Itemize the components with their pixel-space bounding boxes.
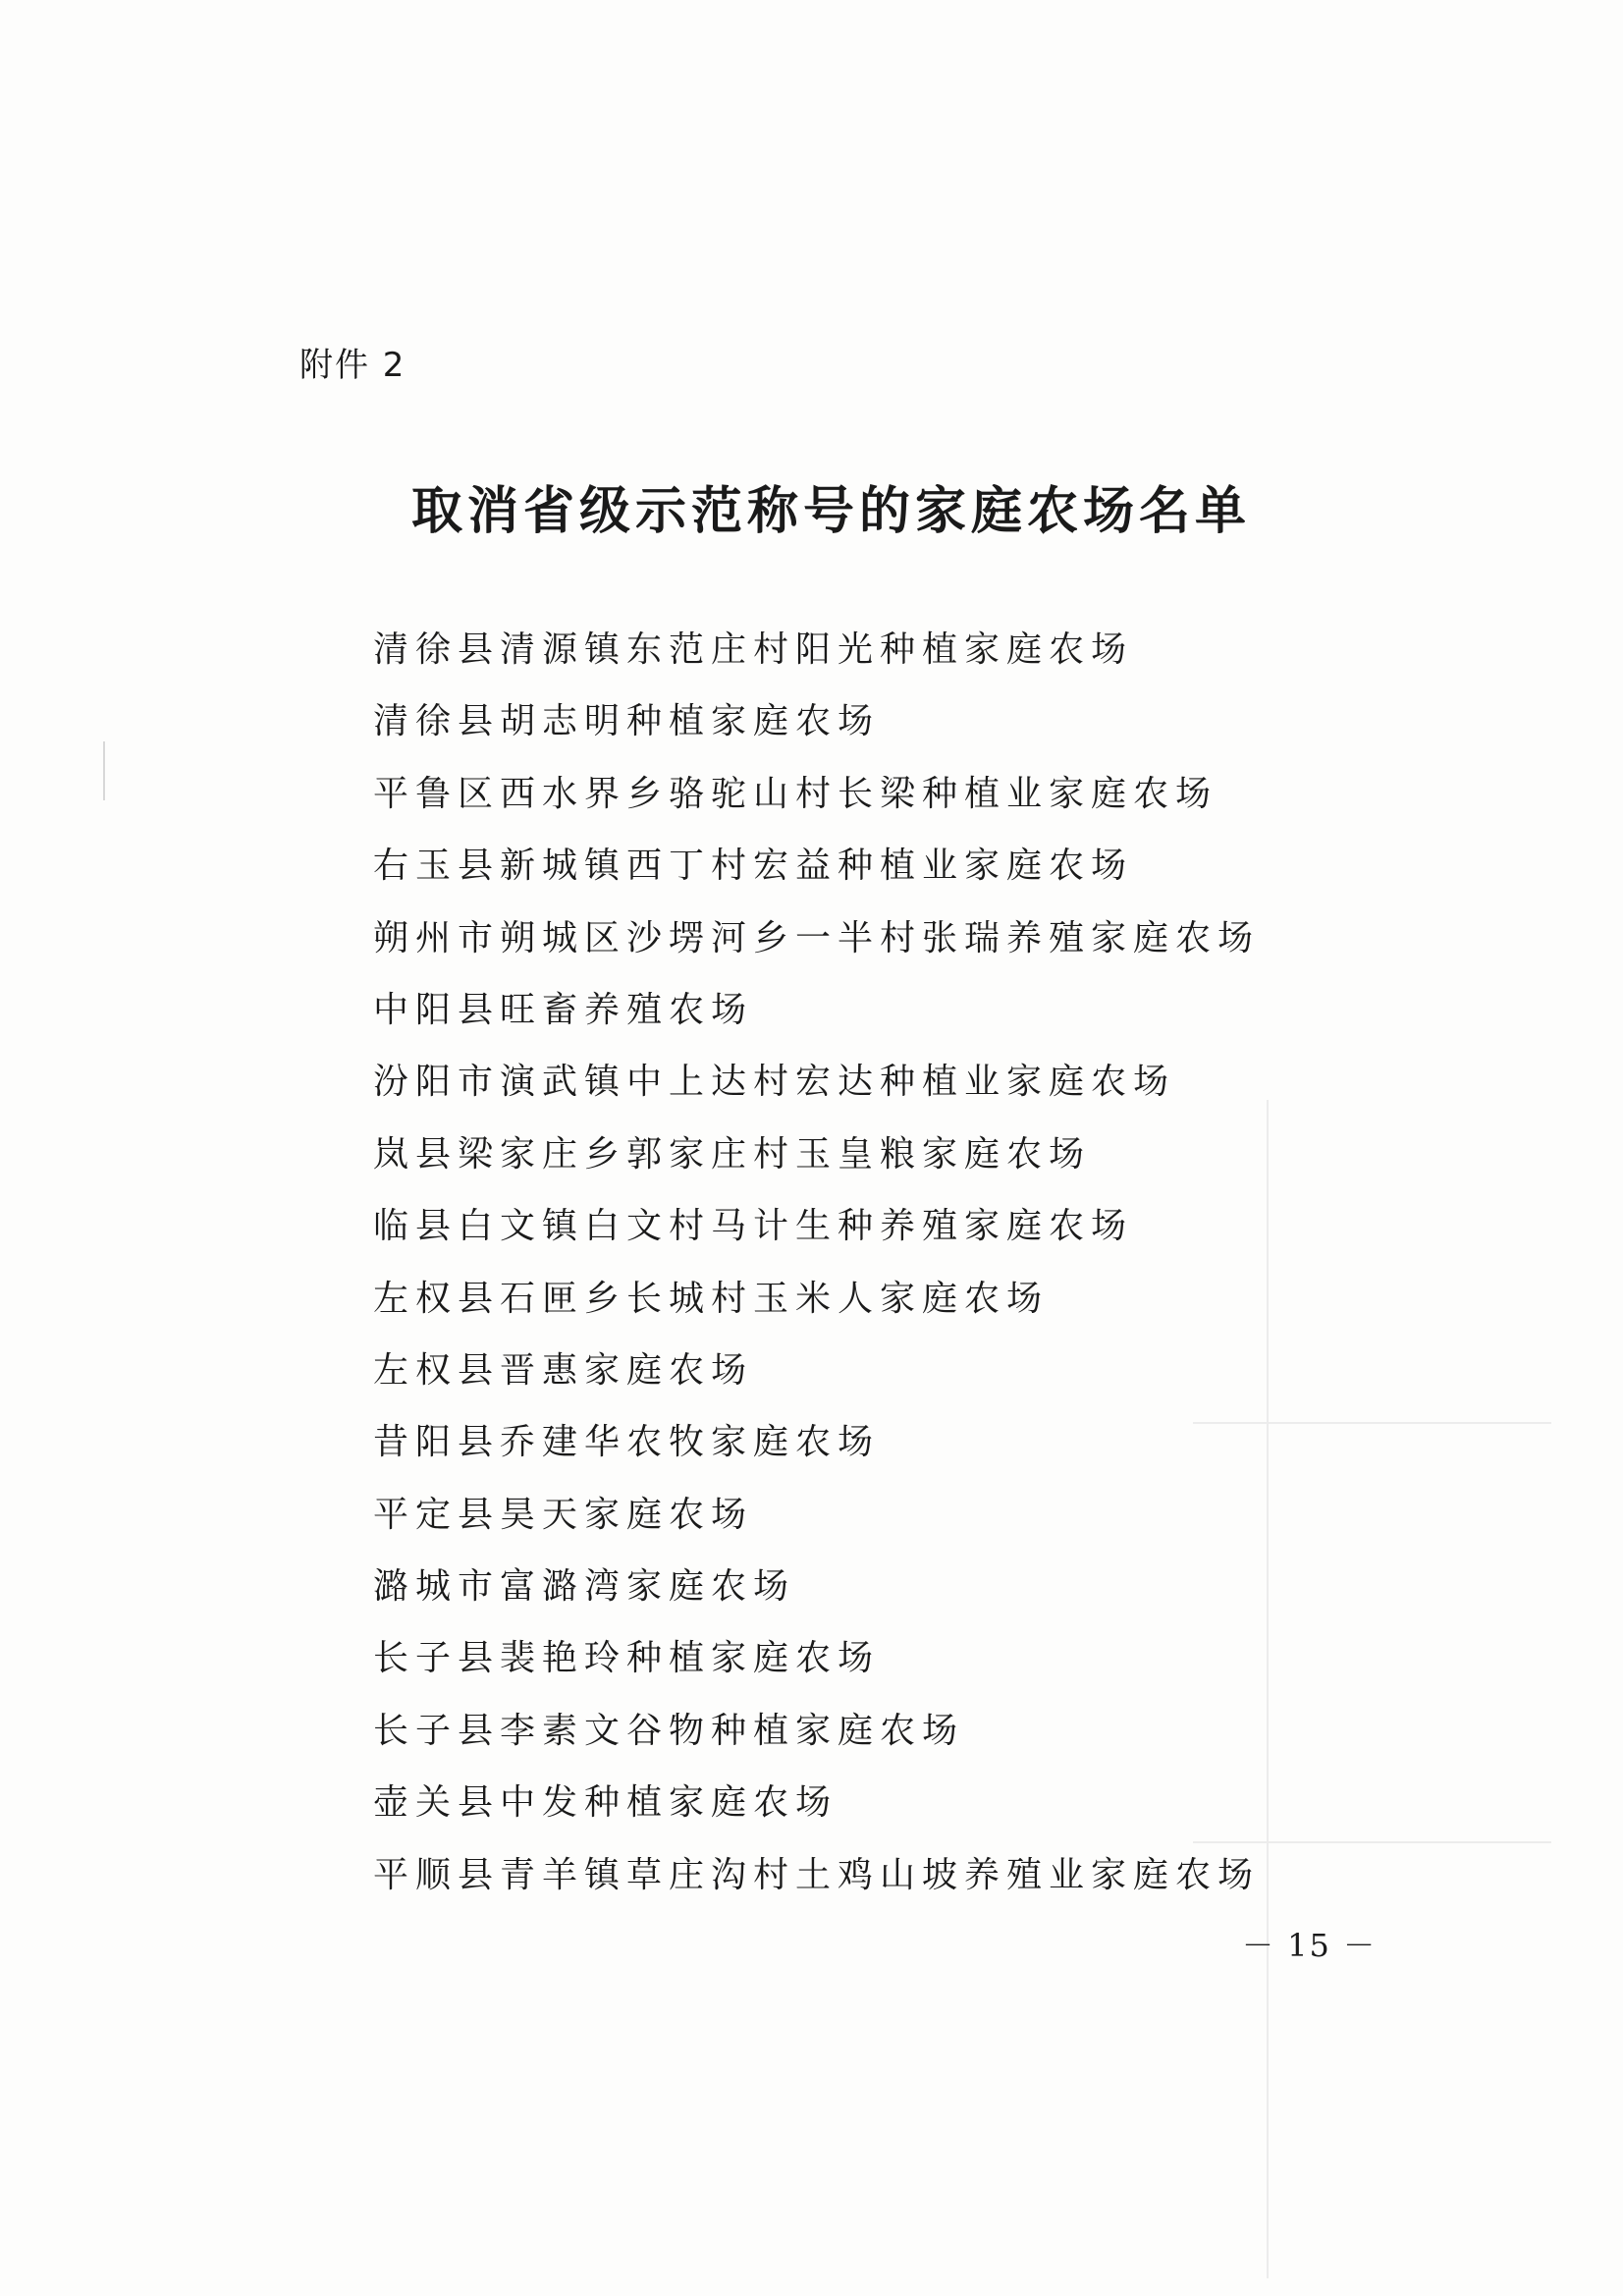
list-item: 平顺县青羊镇草庄沟村土鸡山坡养殖业家庭农场: [373, 1854, 1261, 1895]
annex-label: 附件 2: [299, 346, 406, 385]
list-item: 朔州市朔城区沙塄河乡一半村张瑞养殖家庭农场: [373, 917, 1261, 958]
list-item: 临县白文镇白文村马计生种养殖家庭农场: [373, 1206, 1134, 1247]
page-number: － 15 －: [1242, 1927, 1378, 1964]
list-item: 右玉县新城镇西丁村宏益种植业家庭农场: [373, 846, 1134, 887]
list-item: 潞城市富潞湾家庭农场: [373, 1566, 796, 1608]
list-item: 壶关县中发种植家庭农场: [373, 1782, 839, 1824]
scan-artifact-mark: [103, 741, 105, 800]
list-item: 昔阳县乔建华农牧家庭农场: [373, 1422, 881, 1463]
list-item: 汾阳市演武镇中上达村宏达种植业家庭农场: [373, 1062, 1176, 1103]
list-item: 长子县李素文谷物种植家庭农场: [373, 1710, 965, 1751]
farm-list: [373, 621, 1260, 1918]
list-item: 清徐县胡志明种植家庭农场: [373, 701, 881, 742]
document-title: 取消省级示范称号的家庭农场名单: [410, 481, 1251, 541]
list-item: 左权县石匣乡长城村玉米人家庭农场: [373, 1278, 1050, 1319]
list-item: 长子县裴艳玲种植家庭农场: [373, 1638, 881, 1679]
list-item: 左权县晋惠家庭农场: [373, 1349, 754, 1391]
list-item: 中阳县旺畜养殖农场: [373, 989, 754, 1030]
list-item: 平定县昊天家庭农场: [373, 1494, 754, 1535]
list-item: 清徐县清源镇东范庄村阳光种植家庭农场: [373, 629, 1134, 670]
list-item: 岚县梁家庄乡郭家庄村玉皇粮家庭农场: [373, 1133, 1092, 1175]
list-item: 平鲁区西水界乡骆驼山村长梁种植业家庭农场: [373, 773, 1218, 814]
scan-artifact-line: [1267, 1100, 1269, 2278]
